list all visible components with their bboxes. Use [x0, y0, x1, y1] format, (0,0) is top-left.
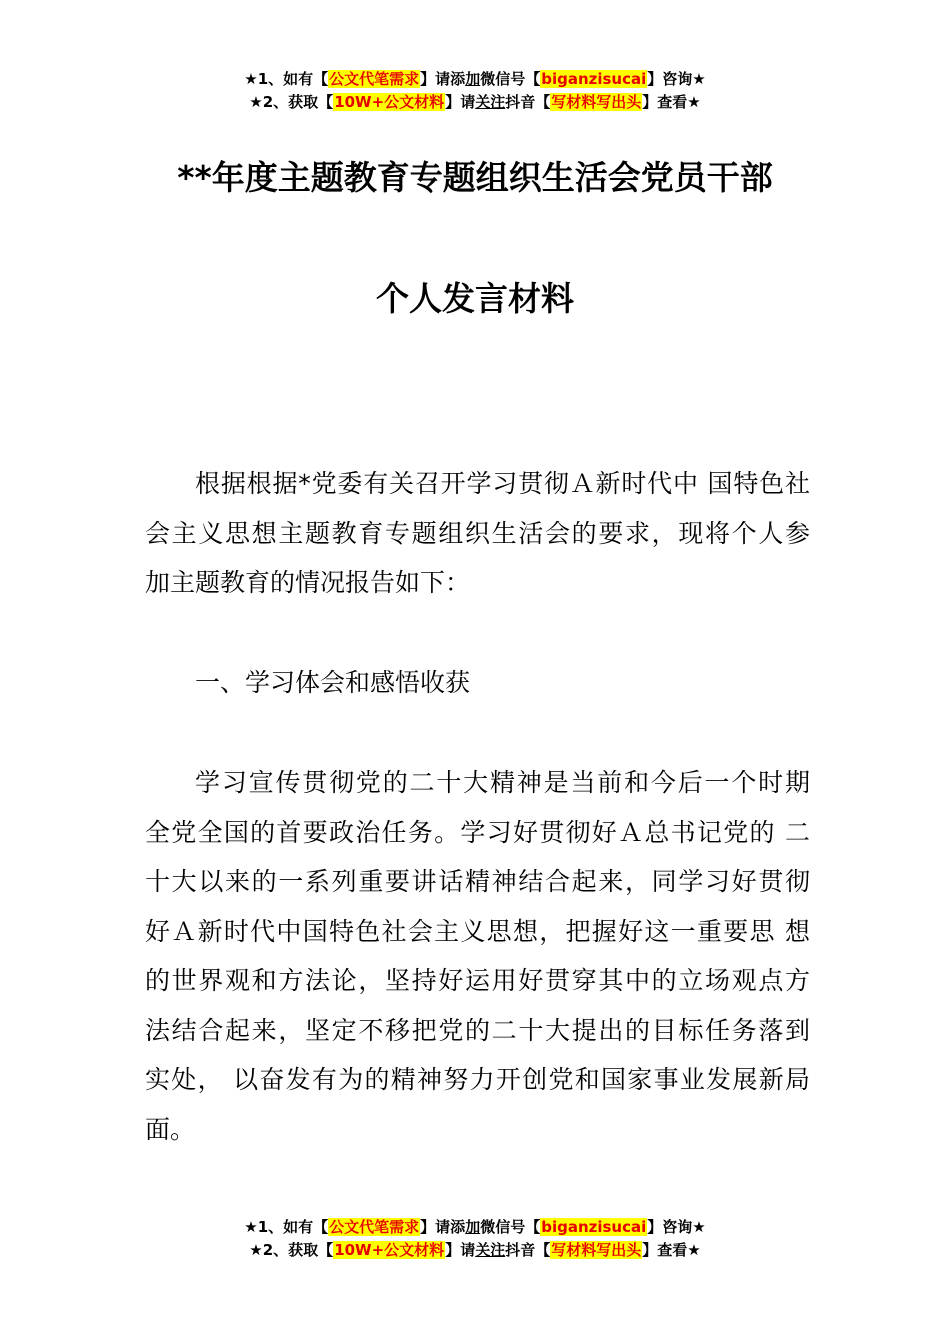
bottom-banner	[0, 1216, 950, 1262]
section-heading-paragraph	[145, 658, 810, 708]
body-paragraph	[145, 758, 810, 1154]
banner-highlight-wechat-id: biganzisucai	[541, 1218, 647, 1236]
banner-line-2: ★2、获取【10W+公文材料】请关注抖音【写材料写出头】查看★	[249, 1241, 701, 1259]
banner-highlight-service: 公文代笔需求	[329, 1218, 420, 1236]
body-line: 十大以来的一系列重要讲话精神结合起来，同学习好贯彻	[145, 867, 810, 896]
intro-line: 加主题教育的情况报告如下：	[145, 568, 471, 597]
body-line: 好Ａ新时代中国特色社会主义思想，把握好这一重要思 想	[145, 916, 810, 946]
body-line: 的世界观和方法论，坚持好运用好贯穿其中的立场观点方	[145, 966, 810, 995]
document-title-line-1: **年度主题教育专题组织生活会党员干部	[177, 158, 773, 197]
intro-line: 根据根据*党委有关召开学习贯彻Ａ新时代中 国特色社	[195, 469, 810, 498]
body-line: 法结合起来，坚定不移把党的二十大提出的目标任务落到	[145, 1015, 810, 1045]
banner-line-1: ★1、如有【公文代笔需求】请添加微信号【biganzisucai】咨询★	[244, 1218, 706, 1236]
banner-highlight-service: 公文代笔需求	[329, 70, 420, 88]
body-line: 全党全国的首要政治任务。学习好贯彻好Ａ总书记党的 二	[145, 817, 810, 847]
body-line: 面。	[145, 1114, 196, 1144]
intro-paragraph	[145, 459, 810, 608]
intro-line: 会主义思想主题教育专题组织生活会的要求，现将个人参	[145, 518, 810, 548]
banner-line-1: ★1、如有【公文代笔需求】请添加微信号【biganzisucai】咨询★	[244, 70, 706, 88]
top-banner	[0, 68, 950, 114]
banner-highlight-materials: 10W+公文材料	[334, 93, 445, 111]
banner-highlight-douyin-account: 写材料写出头	[551, 1241, 642, 1259]
banner-line-2: ★2、获取【10W+公文材料】请关注抖音【写材料写出头】查看★	[249, 93, 701, 111]
section-heading: 一、学习体会和感悟收获	[195, 668, 471, 697]
banner-highlight-wechat-id: biganzisucai	[541, 70, 647, 88]
body-line: 学习宣传贯彻党的二十大精神是当前和今后一个时期	[195, 768, 810, 797]
banner-highlight-douyin-account: 写材料写出头	[551, 93, 642, 111]
document-title-line-2: 个人发言材料	[376, 279, 574, 318]
body-line: 实处， 以奋发有为的精神努力开创党和国家事业发展新局	[145, 1065, 810, 1094]
banner-highlight-materials: 10W+公文材料	[334, 1241, 445, 1259]
